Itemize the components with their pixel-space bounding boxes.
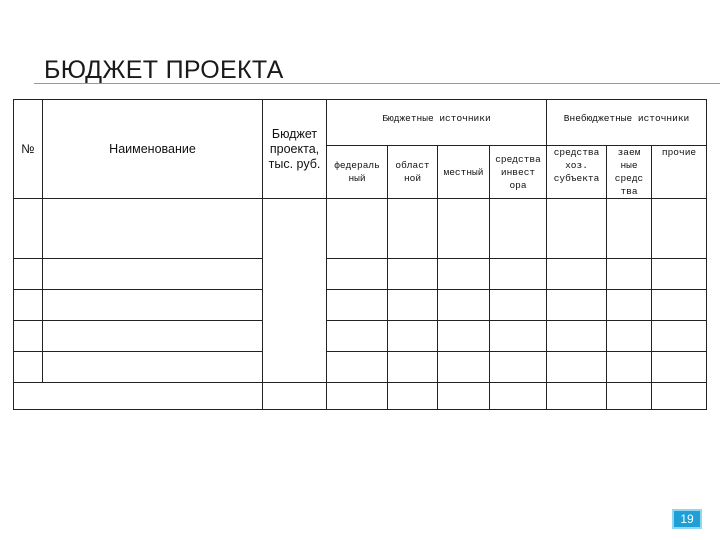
table-cell (652, 321, 707, 352)
table-cell (14, 259, 43, 290)
table-cell (43, 290, 263, 321)
table-cell (607, 383, 652, 410)
table-cell (438, 321, 490, 352)
table-cell (652, 383, 707, 410)
header-extrabudget-sources: Внебюджетные источники (547, 100, 707, 146)
table-cell (388, 321, 438, 352)
table-cell (43, 199, 263, 259)
table-row (14, 290, 707, 321)
header-name: Наименование (43, 100, 263, 199)
table-cell (490, 290, 547, 321)
header-budget: Бюджет проекта, тыс. руб. (263, 100, 327, 199)
table-cell (490, 259, 547, 290)
table-row (14, 352, 707, 383)
table-cell (388, 383, 438, 410)
table-cell (547, 321, 607, 352)
table-cell (388, 352, 438, 383)
table-cell (388, 259, 438, 290)
table-cell (327, 199, 388, 259)
table-cell (547, 290, 607, 321)
table-cell (327, 290, 388, 321)
total-label-cell (14, 383, 263, 410)
table-cell (327, 259, 388, 290)
table-cell (547, 352, 607, 383)
budget-cell (263, 199, 327, 383)
table-cell (652, 352, 707, 383)
table-cell (438, 199, 490, 259)
table-row (14, 259, 707, 290)
table-row (14, 321, 707, 352)
table-cell (652, 199, 707, 259)
table-cell (607, 259, 652, 290)
table-cell (547, 199, 607, 259)
header-borrowed: заем ные средс тва (607, 146, 652, 199)
table-cell (14, 321, 43, 352)
table-cell (652, 290, 707, 321)
table-cell (607, 199, 652, 259)
table-cell (438, 383, 490, 410)
header-number: № (14, 100, 43, 199)
header-other: прочие (652, 146, 707, 199)
table-cell (43, 352, 263, 383)
table-cell (438, 290, 490, 321)
table-cell (327, 321, 388, 352)
header-business-entity: средства хоз. субъекта (547, 146, 607, 199)
table-cell (607, 321, 652, 352)
table-cell (607, 290, 652, 321)
slide-title: БЮДЖЕТ ПРОЕКТА (44, 56, 284, 84)
title-underline (34, 83, 720, 84)
table-cell (490, 383, 547, 410)
table-row (14, 199, 707, 259)
table-cell (490, 352, 547, 383)
table-cell (14, 352, 43, 383)
table-cell (547, 383, 607, 410)
table-cell (652, 259, 707, 290)
table-cell (388, 199, 438, 259)
table-cell (388, 290, 438, 321)
header-local: местный (438, 146, 490, 199)
table-cell (490, 321, 547, 352)
table-cell (327, 383, 388, 410)
table-cell (14, 199, 43, 259)
total-budget-cell (263, 383, 327, 410)
table-cell (14, 290, 43, 321)
page-number-badge: 19 (672, 509, 702, 529)
budget-table (13, 99, 707, 410)
table-cell (327, 352, 388, 383)
table-cell (438, 352, 490, 383)
table-cell (547, 259, 607, 290)
table-cell (43, 321, 263, 352)
header-federal: федераль ный (327, 146, 388, 199)
header-budget-sources: Бюджетные источники (327, 100, 547, 146)
table-cell (607, 352, 652, 383)
header-regional: област ной (388, 146, 438, 199)
table-cell (43, 259, 263, 290)
table-cell (490, 199, 547, 259)
table-cell (438, 259, 490, 290)
table-row-total (14, 383, 707, 410)
header-investor: средства инвест ора (490, 146, 547, 199)
